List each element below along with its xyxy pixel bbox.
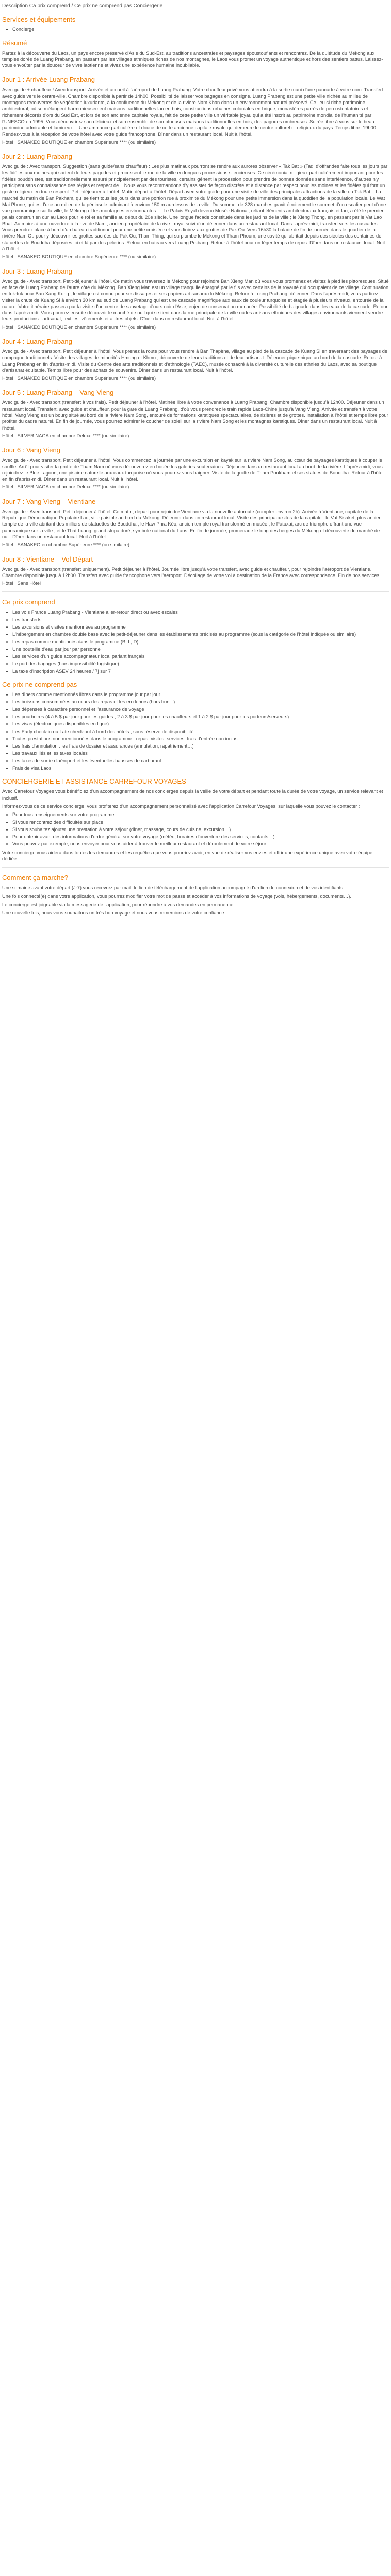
concierge-intro: Avec Carrefour Voyages vous bénéficiez d'un accompagnement de nos concierges depuis la veille de votre départ et pendant toute la durée de votre voyage, un service relevant et inclusif. — [2, 789, 383, 801]
how-paragraph: Une nouvelle fois, nous vous souhaitons un très bon voyage et nous vous remercions de votre confiance. — [2, 910, 226, 916]
itinerary — [2, 76, 389, 586]
excluded-item: • Les frais d'annulation : les frais de dossier et assurances (annulation, rapatriement…) — [12, 743, 389, 749]
included-item: • L'hébergement en chambre double base avec le petit-déjeuner dans les établissements précisés au programme (sous la catégorie de l'hôtel indiquée ou similaire) — [12, 631, 389, 637]
concierge-outro: Votre concierge vous aidera dans toutes les demandes et les requêtes que vous pourriez avoir, en vue de réaliser vos envies et offrir une expérience unique avec votre équipe dédiée. — [2, 850, 373, 862]
day-description: Avec guide - Avec transport. Petit-déjeuner à l'hôtel. Ce matin vous traversez le Mékong pour rejoindre Ban Xieng Man où vous vous promenez et visitez à pied les pittoresques. Situé en face de Luang Prabang de l'autre côté du Mékong, Ban Xieng Man est un village tranquille épargné par le fils avec certains de la royauté qui occupaient de ce village. Continuation en tuk-tuk pour Ban Xang Kong ; le village est connu pour ses tissages et ses papiers artisanaux du Mékong. Retour à Luang Prabang, déjeuner. Dans l'après-midi, vous partirez visiter la chute de Kuang Si à environ 30 km au sud de Luang Prabang qui est une cascade magnifique aux eaux de couleur turquoise et étagée à plusieurs niveaux, entourée de la nature. Votre itinéraire passera par la visite d'un centre de sauvetage d'ours noir d'Asie, enjeu de conservation menacée. Possibilité de baignade dans les eaux de la cascade. Retour dans l'après-midi. Vous pourrez ensuite découvrir le marché de nuit qui se tient dans la rue principale de la ville où les artisans ethniques des villages environnants viennent vendre leurs productions : artisanat, textiles, vêtements et autres objets. Dîner dans un restaurant local. Nuit à l'hôtel. — [2, 278, 389, 322]
day-description: Avec guide + chauffeur ! Avec transport. Arrivée et accueil à l'aéroport de Luang Prabang. Votre chauffeur privé vous attendra à la sortie muni d'une pancarte à votre nom. Transfert avec guide vers le centre-ville. Chambre disponible à partir de 14h00. Possibilité de laisser vos bagages en consigne. Luang Prabang est une petite ville nichée au milieu de montagnes recouvertes de végétation luxuriante, à la confluence du Mékong et de la rivière Nam Khan dans un environnement naturel préservé. Ce lieu si riche patrimoine architectural, où se mélangent harmonieusement maisons traditionnelles lao en bois, constructions urbaines coloniales en brique, monastères parrés de peu ostentatoires et richement décorés d'ors du Sud Est, et lors de son ancienne capitale royale, fait de cette petite ville un véritable joyau qui a été inscrit au patrimoine mondial de l'humanité par l'UNESCO en 1995. Vous découvrirez son délicieux et son ensemble de somptueuses maisons traditionnelles en bois, des pagodes ombreuses. Soirée libre à vous sur le beau patrimoine admirable et lumineux… Une ambiance particulière et douce de cette ancienne capitale royale qui demeure le centre culturel et religieux du pays. Temps libre. 19h00 : Rendez-vous à la réception de votre hôtel avec votre guide francophone. Dîner dans un restaurant local. Nuit à l'hôtel. — [2, 87, 383, 137]
day-hotel: Hôtel : SANAKEO BOUTIQUE en chambre Supérieure **** (ou similaire) — [2, 324, 156, 330]
day-block — [2, 446, 389, 490]
excluded-item: • Toutes prestations non mentionnées dans le programme : repas, visites, services, frais d'entrée non inclus — [12, 736, 389, 742]
included-title: Ce prix comprend — [2, 598, 55, 606]
excluded-item: • Les Early check-in ou Late check-out à bord des hôtels ; sous réserve de disponibilité — [12, 728, 389, 735]
how-title: Comment ça marche? — [2, 874, 68, 882]
included-item: • Une bouteille d'eau par jour par personne — [12, 646, 389, 652]
day-description: Avec guide - Avec transport (transfert à vos frais). Petit déjeuner à l'hôtel. Matinée libre à votre convenance à Luang Prabang. Chambre disponible jusqu'à 12h00. Déjeuner dans un restaurant local. Transfert, avec guide et chauffeur, pour la gare de Luang Prabang, d'où vous prendrez le train rapide Laos-Chine jusqu'à Vang Vieng. Arrivée et transfert à votre hôtel. Vang Vieng est un bourg situé au bord de la rivière Nam Song, entouré de formations karstiques spectaculaires, de rizières et de grottes. Installation à l'hôtel et temps libre pour profiter du cadre naturel. En fin de journée, vous pourrez admirer le coucher de soleil sur la rivière Nam Song et les montagnes karstiques. Dîner dans un restaurant local. Nuit à l'hôtel. — [2, 400, 388, 431]
services-title: Services et équipements — [2, 15, 76, 24]
day-title: Jour 7 : Vang Vieng – Vientiane — [2, 497, 96, 505]
included-item: • Les repas comme mentionnés dans le programme (B, L, D) — [12, 639, 389, 645]
how-paragraph: Une semaine avant votre départ (J-7) vous recevrez par mail, le lien de téléchargement de l'application accompagné d'un lien de connexion et de vos identifiants. — [2, 885, 345, 891]
how-paragraph: Une fois connecté(e) dans votre application, vous pourrez modifier votre mot de passe et accéder à vos informations de voyage (vols, hébergements, documents…). — [2, 893, 351, 899]
page — [0, 0, 391, 917]
day-description: Avec guide : Avec transport. Suggestion (sans guide/sans chauffeur) : Les plus matinaux pourront se rendre aux aurores observer « Tak Bat » (Tadi d'offrandes faite tous les jours par les fidèles aux moines qui sortent de leurs pagodes et processent le rue de la ville en longues processions silencieuses. Ce cérémonial religieux particulièrement important pour les fidèles bouddhistes, est traditionnellement assuré principalement par des touristes, certains gênent la procession pour prendre de bonnes données sans interférence, d'autres n'y participent sans connaissance des règles et respect de... Nous vous recommandons d'y assister de façon discrète et à distance par respect pour les moines et les fidèles qui font un geste religieux en toute respect. Petit-déjeuner à l'hôtel. Matin départ à l'hôtel. Départ avec votre guide pour une visite de ville des principales attractions de la ville ou Tak Bat... La marché du matin de Ban Pakham, qui se tient tous les jours dans une portion rue à proximité du Mékong pour une petite immersion dans la quotidien de la population locale. Le Wat Mai Phone, qui est l'une au milieu de la péninsule culminant à environ 150 m au-dessus de la ville. Du sommet de 328 marches gravit étroitement le sommet d'un escalier peut d'une vue panoramique sur la ville, le Mékong et les montagnes environnantes … Le Palais Royal devenu Musée National, reliant éléments architecturaux français et lao, a été le premier palais construit en dur au Laos pour le roi et sa famille au début du 20e siècle. Une longue facade constituée dans les jardins de la ville ; le Xieng Thong, en passant par le Vat Lao Bhat. Au moins à une ouverture à la rive de Nam ; ancien propriétaire de la rive ; royal suivi d'un déjeuner dans un restaurant local. Dans l'après-midi, transfert vers les cascades. Vous prendrez place à bord d'un bateau traditionnel pour une petite croisière et vous finirez aux grottes de Pak Ou. Vers 16h30 la balade de fin de journée dans le quartier de la rivière Nam Ou pour y découvrir les grottes sacrées de Pak Ou, Tham Thing, qui surplombe le Mékong et Tham Phoum, une cavité qui abritait depuis des siècles des centaines de statuettes de Bouddha déposées ici et là par des pèlerins. Retour en bateau vers Luang Prabang. Retour à l'hôtel pour un léger temps de repos. Dîner dans un restaurant local. Nuit à l'hôtel. — [2, 164, 388, 252]
excluded-list — [2, 691, 389, 771]
day-hotel: Hôtel : SANAKEO en chambre Supérieure **** (ou similaire) — [2, 542, 129, 548]
included-list — [2, 609, 389, 674]
excluded-item: • Les pourboires (4 à 5 $ par jour pour les guides ; 2 à 3 $ par jour pour les chauffeurs et 1 à 2 $ par jour pour les porteurs/serveurs) — [12, 714, 389, 720]
day-block — [2, 388, 389, 439]
day-title: Jour 3 : Luang Prabang — [2, 267, 72, 275]
included-item: • Les excursions et visites mentionnées au programme — [12, 624, 389, 630]
day-title: Jour 2 : Luang Prabang — [2, 152, 72, 161]
how-paragraph: Le concierge est joignable via la messagerie de l'application, pour répondre à vos demandes en permanence. — [2, 902, 235, 907]
concierge-title: CONCIERGERIE ET ASSISTANCE CARREFOUR VOYAGES — [2, 777, 186, 786]
concierge-item: • Si vous rencontrez des difficultés sur place — [12, 819, 389, 825]
concierge-intro-2: Informez-vous de ce service concierge, vous profiterez d'un accompagnement personnalisé avec l'application Carrefour Voyages, sur laquelle vous pouvez le contacter : — [2, 803, 360, 809]
breadcrumb: Description Ca prix comprend / Ce prix ne comprend pas Conciergerie — [2, 3, 163, 9]
service-item: • Concierge — [12, 26, 389, 32]
concierge-item: • Vous pouvez par exemple, nous envoyer pour vous aider à trouver le meilleur restaurant et déroulement de votre séjour. — [12, 841, 389, 847]
summary-text: Partez à la découverte du Laos, un pays encore préservé d'Asie du Sud-Est, au traditions ancestrales et paysages époustouflants et rencontrez. De la quiétude du Mékong aux temples dorés de Luang Prabang, en passant par les villages ethniques riches de nos montagnes, le Laos vous promet un voyage authentique et hors des sentiers battus. Laissez-vous envoûter par la douceur de vivre laotienne et vivez une expérience humaine inoubliable. — [2, 50, 383, 69]
divider — [2, 867, 389, 868]
how-section — [2, 885, 389, 916]
day-description: Avec guide - Avec transport. Petit déjeuner à l'hôtel. Ce matin, départ pour rejoindre Vientiane via la nouvelle autoroute (compter environ 2h). Arrivée à Vientiane, capitale de la République Démocratique Populaire Lao, ville paisible au bord du Mékong. Déjeuner dans un restaurant local. Visite des principaux sites de la capitale : le Vat Sisaket, plus ancien temple de la ville abritant des milliers de statuettes de Bouddha ; le Haw Phra Kéo, ancien temple royal transformé en musée ; le Patuxai, arc de triomphe offrant une vue panoramique sur la ville ; et le That Luang, grand stupa doré, symbole national du Laos. En fin de journée, promenade le long des berges du Mékong et découverte du marché de nuit. Dîner dans un restaurant local. Nuit à l'hôtel. — [2, 509, 382, 539]
day-hotel: Hôtel : SANAKEO BOUTIQUE en chambre Supérieure **** (ou similaire) — [2, 376, 156, 381]
included-item: • Le port des bagages (hors impossibilité logistique) — [12, 660, 389, 667]
excluded-item: • Les dépenses à caractère personnel et l'assurance de voyage — [12, 706, 389, 713]
day-title: Jour 8 : Vientiane – Vol Départ — [2, 555, 93, 563]
day-hotel: Hôtel : Sans Hôtel — [2, 581, 41, 586]
day-block — [2, 555, 389, 587]
excluded-item: • Les dîners comme mentionnés libres dans le programme jour par jour — [12, 691, 389, 698]
included-item: • Les transferts — [12, 617, 389, 623]
day-hotel: Hôtel : SILVER NAGA en chambre Deluxe **** (ou similaire) — [2, 484, 129, 490]
concierge-list — [2, 811, 389, 847]
day-title: Jour 1 : Arrivée Luang Prabang — [2, 76, 95, 84]
day-title: Jour 6 : Vang Vieng — [2, 446, 60, 454]
day-block — [2, 337, 389, 381]
day-description: Avec guide - Avec transport (transfert uniquement). Petit déjeuner à l'hôtel. Journée libre jusqu'à votre transfert, avec guide et chauffeur, pour rejoindre l'aéroport de Vientiane. Chambre disponible jusqu'à 12h00. Transfert avec guide francophone vers l'aéroport. Décollage de votre vol à destination de la France avec correspondance. Fin de nos services. — [2, 566, 381, 578]
concierge-item: • Si vous souhaitez ajouter une prestation à votre séjour (dîner, massage, cours de cuisine, excursion…) — [12, 826, 389, 833]
day-block — [2, 498, 389, 548]
divider — [2, 591, 389, 592]
concierge-item: • Pour tous renseignements sur votre programme — [12, 811, 389, 818]
excluded-item: • Les boissons consommées au cours des repas et les en dehors (hors bon...) — [12, 699, 389, 705]
excluded-item: • Les taxes de sortie d'aéroport et les éventuelles hausses de carburant — [12, 758, 389, 764]
day-hotel: Hôtel : SILVER NAGA en chambre Deluxe **** (ou similaire) — [2, 433, 129, 438]
day-hotel: Hôtel : SANAKEO BOUTIQUE en chambre Supérieure **** (ou similaire) — [2, 139, 156, 145]
excluded-item: • Frais de visa Laos — [12, 765, 389, 771]
day-hotel: Hôtel : SANAKEO BOUTIQUE en chambre Supérieure **** (ou similaire) — [2, 254, 156, 260]
included-item: • La taxe d'inscription ASEV 24 heures / 7j sur 7 — [12, 668, 389, 674]
services-list — [2, 26, 389, 32]
day-block — [2, 267, 389, 330]
day-description: Avec guide - Avec transport. Petit déjeuner à l'hôtel. Vous commencez la journée par une excursion en kayak sur la rivière Nam Song, au cœur de paysages karstiques à couper le souffle. Arrêt pour visiter la grotte de Tham Nam où vous découvrirez en bouée les galeries souterraines. Déjeuner dans un restaurant local au bord de la rivière. L'après-midi, vous rejoindrez le Blue Lagoon, une piscine naturelle aux eaux turquoise où vous pourrez vous baigner. Visite de la grotte de Tham Poukham et ses statues de Bouddha. Retour à l'hôtel en fin d'après-midi. Dîner dans un restaurant local. Nuit à l'hôtel. — [2, 457, 384, 482]
day-description: Avec guide - Avec transport. Petit déjeuner à l'hôtel. Vous prenez la route pour vous rendre à Ban Thapène, village au pied de la cascade de Kuang Si en traversant des paysages de campagne traditionnels. Visite des villages de minorités Hmong et Khmu ; découverte de leurs traditions et de leur artisanat. Déjeuner pique-nique au bord de la cascade. Retour à Luang Prabang en fin d'après-midi. Visite du Centre des arts traditionnels et d'ethnologie (TAEC), musée consacré à la diversité culturelle des ethnies du Laos, avec sa boutique d'artisanat équitable. Temps libre pour des achats de souvenirs. Dîner dans un restaurant local. Nuit à l'hôtel. — [2, 348, 388, 373]
day-block — [2, 152, 389, 260]
included-item: • Les services d'un guide accompagnateur local parlant français — [12, 653, 389, 659]
excluded-item: • Les travaux liés et les taxes locales — [12, 750, 389, 756]
included-item: • Les vols France Luang Prabang - Vientiane aller-retour direct ou avec escales — [12, 609, 389, 615]
concierge-item: • Pour obtenir avant des informations d'ordre général sur votre voyage (météo, horaires d'ouverture des services, contacts…) — [12, 834, 389, 840]
day-title: Jour 4 : Luang Prabang — [2, 337, 72, 345]
day-title: Jour 5 : Luang Prabang – Vang Vieng — [2, 388, 114, 397]
summary-title: Résumé — [2, 39, 27, 47]
excluded-title: Ce prix ne comprend pas — [2, 681, 77, 689]
day-block — [2, 76, 389, 145]
excluded-item: • Les visas (électroniques disponibles en ligne) — [12, 721, 389, 727]
